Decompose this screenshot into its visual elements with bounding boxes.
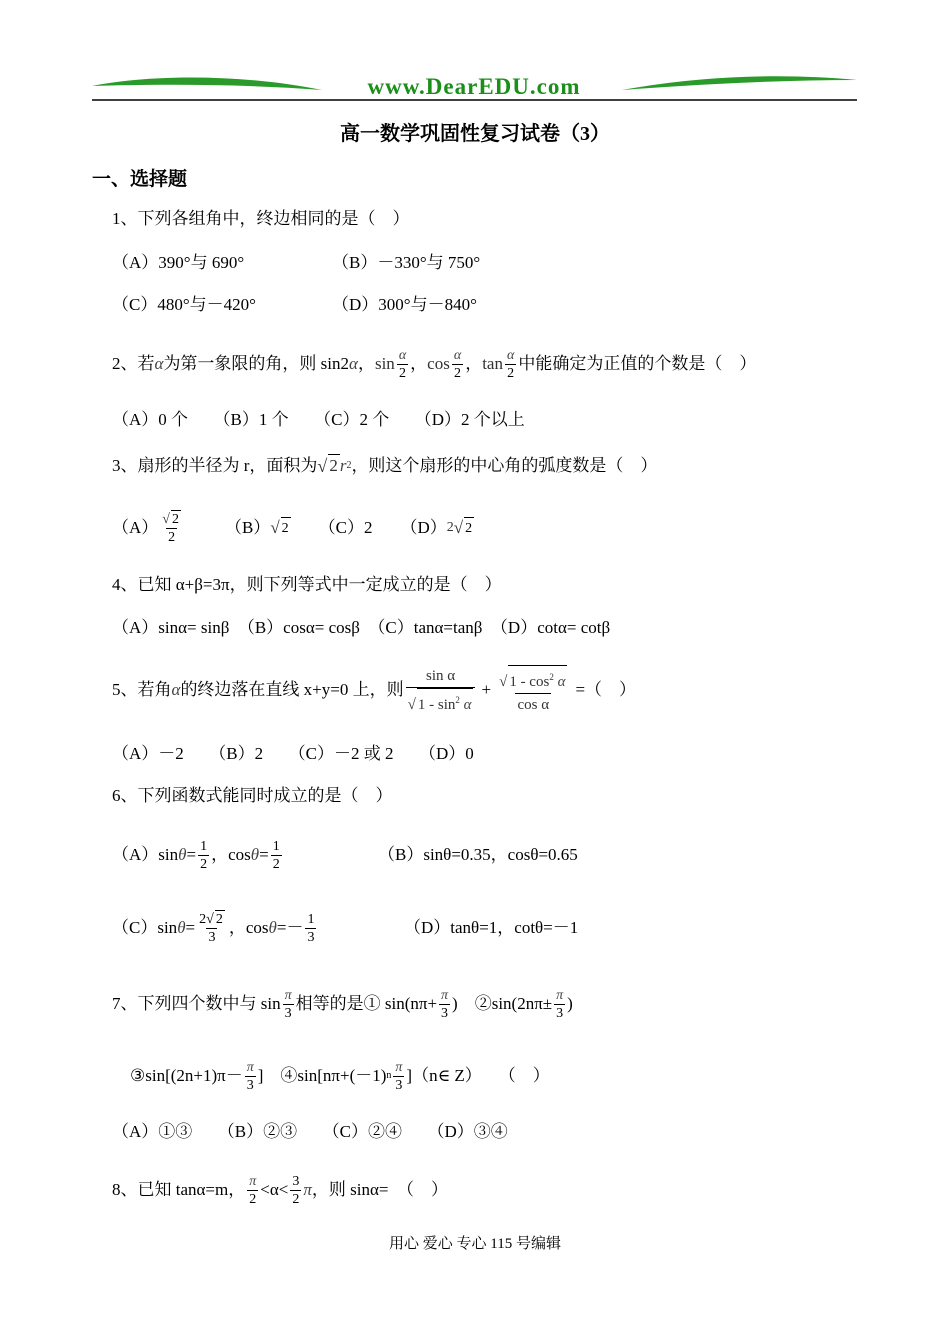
q6-option-a-label: （A）sin <box>112 845 179 864</box>
section-heading: 一、选择题 <box>92 169 188 190</box>
question-1-option-a: （A）390°与 690° <box>112 253 245 272</box>
question-1-option-b: （B）－330°与 750° <box>332 253 481 272</box>
question-1-stem: 1、下列各组角中，终边相同的是（ ） <box>112 209 410 228</box>
q3-option-d-label: （D） <box>400 518 447 537</box>
q7-line2-text-1: ③sin[(2n+1)π－ <box>130 1066 243 1085</box>
alpha-symbol: α <box>349 354 358 373</box>
q3-option-c: （C）2 <box>318 518 373 537</box>
theta-symbol: θ <box>177 918 186 937</box>
q2-sep: ， <box>410 354 428 373</box>
fraction-pi-over-3: $\frac{\pi}{3}$ <box>556 987 564 1021</box>
question-2-stem <box>112 342 756 386</box>
fraction-3-over-2: $\frac{3}{2}$ <box>292 1173 300 1207</box>
page-title: 高一数学巩固性复习试卷（3） <box>340 123 610 145</box>
q7-text-3: ) ②sin(2nπ± <box>452 994 553 1013</box>
question-7-line-1 <box>112 980 573 1028</box>
q7-text-4: ) <box>567 994 573 1013</box>
q5-text-1: 5、若角 <box>112 680 172 699</box>
fraction-2sqrt2-over-3: $\frac{2√ 2}{3}$ <box>199 912 223 945</box>
q7-text-1: 7、下列四个数中与 sin <box>112 994 281 1013</box>
fraction-pi-over-3: $\frac{\pi}{3}$ <box>246 1059 254 1093</box>
sqrt-symbol: √ <box>317 455 328 476</box>
q6-eq: = <box>185 918 196 937</box>
r-symbol: r <box>339 455 347 475</box>
q8-text-1: 8、已知 tanα=m， <box>112 1180 246 1199</box>
q8-text-2: ，则 sinα= （ ） <box>311 1180 448 1199</box>
theta-symbol: θ <box>250 845 260 864</box>
q7-text-2: 相等的是① sin(nπ+ <box>295 994 438 1013</box>
q5-equals: =（ ） <box>575 680 637 699</box>
question-6-stem: 6、下列函数式能同时成立的是（ ） <box>112 786 393 805</box>
sqrt-radicand: 2 <box>329 456 338 475</box>
header-banner <box>92 72 857 104</box>
site-logo: www.DearEDU.com <box>367 74 581 99</box>
question-7-options: （A）①③ （B）②③ （C）②④ （D）③④ <box>112 1122 508 1141</box>
q6-eq: = <box>259 845 269 864</box>
q3-option-b-value: 2 <box>281 517 291 540</box>
question-7-line-2 <box>130 1052 550 1100</box>
fraction-sqrt2-over-2: $\frac{√ 2}{2}$ <box>162 512 179 545</box>
question-4-stem: 4、已知 α+β=3π，则下列等式中一定成立的是（ ） <box>112 575 502 594</box>
alpha-symbol: α <box>171 680 181 699</box>
q7-exponent-n: n <box>386 1070 392 1081</box>
fraction-pi-over-2: $\frac{\pi}{2}$ <box>249 1173 257 1207</box>
fraction-1-over-2: $\frac{1}{2}$ <box>200 838 208 872</box>
page-footer: 用心 爱心 专心 115 号编辑 <box>389 1236 561 1252</box>
q6-cos: ，cos <box>211 845 251 864</box>
q2-sin: sin <box>374 354 395 373</box>
q2-tail: 中能确定为正值的个数是（ ） <box>518 354 757 373</box>
q6-option-c-label: （C）sin <box>112 918 178 937</box>
q3-text-1: 3、扇形的半径为 r，面积为 <box>112 455 318 475</box>
question-3-options: （A） $\frac{√ 2}{2}$ （B） √ 2 （C）2 （D） 2 √ 2 <box>112 512 473 545</box>
q3-option-d-value: 2 <box>464 517 474 540</box>
q3-text-2: ，则这个扇形的中心角的弧度数是（ ） <box>351 455 658 475</box>
question-4-options: （A）sinα= sinβ （B）cosα= cosβ （C）tanα=tanβ （D）cotα= cotβ <box>112 618 611 637</box>
fraction-pi-over-3: $\frac{\pi}{3}$ <box>441 987 449 1021</box>
fraction-term-1: $\frac{\text{sin α}}{√ 1 - \sin^2 \alpha}$ <box>406 665 476 716</box>
fraction-term-2: $\frac{√ 1 - \cos^2 \alpha}{\text{cos α}}$ <box>497 665 569 716</box>
q2-cos: cos <box>427 354 450 373</box>
q6-c-eq: =－ <box>276 918 304 937</box>
q6-eq: = <box>186 845 197 864</box>
q2-text-1: 2、若 <box>112 354 155 373</box>
q8-inequality: <α< <box>260 1180 289 1199</box>
q3-exponent: 2 <box>346 459 352 471</box>
q7-line2-text-3: ]（n∈ Z） （ ） <box>406 1066 550 1085</box>
question-6-option-d: （D）tanθ=1，cotθ=－1 <box>404 918 579 937</box>
question-1-option-c: （C）480°与－420° <box>112 295 256 314</box>
fraction-alpha-over-2: $\frac{\alpha}{2}$ <box>398 347 407 381</box>
pi-symbol: π <box>303 1180 312 1199</box>
fraction-1-over-3: $\frac{1}{3}$ <box>307 911 315 945</box>
question-3-stem <box>112 454 657 477</box>
question-5-stem <box>112 660 636 720</box>
fraction-1-over-2: $\frac{1}{2}$ <box>272 838 280 872</box>
q3-option-a-label: （A） <box>112 518 159 537</box>
fraction-alpha-over-2: $\frac{\alpha}{2}$ <box>506 347 515 381</box>
q2-comma: ， <box>357 354 375 373</box>
q3-option-d-coef: 2 <box>446 520 454 535</box>
q7-line2-text-2: ] ④sin[nπ+(－1) <box>257 1066 387 1085</box>
alpha-symbol: α <box>154 354 164 373</box>
q2-text-2: 为第一象限的角，则 sin2 <box>163 354 350 373</box>
question-6-option-b: （B）sinθ=0.35，cosθ=0.65 <box>378 845 578 864</box>
fraction-alpha-over-2: $\frac{\alpha}{2}$ <box>453 347 462 381</box>
theta-symbol: θ <box>268 918 277 937</box>
q5-plus: + <box>481 680 492 699</box>
q5-text-2: 的终边落在直线 x+y=0 上，则 <box>180 680 404 699</box>
theta-symbol: θ <box>178 845 187 864</box>
question-6-option-c <box>112 902 318 954</box>
q2-tan: tan <box>482 354 503 373</box>
question-6-option-a <box>112 830 284 880</box>
question-8-stem <box>112 1166 448 1214</box>
question-1-option-d: （D）300°与－840° <box>332 295 477 314</box>
question-5-options: （A）－2 （B）2 （C）－2 或 2 （D）0 <box>112 744 474 763</box>
q3-option-b-label: （B） <box>224 518 271 537</box>
question-2-options: （A）0 个 （B）1 个 （C）2 个 （D）2 个以上 <box>112 410 525 429</box>
fraction-pi-over-3: $\frac{\pi}{3}$ <box>395 1059 403 1093</box>
q2-sep: ， <box>465 354 483 373</box>
q6-c-cos: ，cos <box>228 918 269 937</box>
fraction-pi-over-3: $\frac{\pi}{3}$ <box>284 987 292 1021</box>
